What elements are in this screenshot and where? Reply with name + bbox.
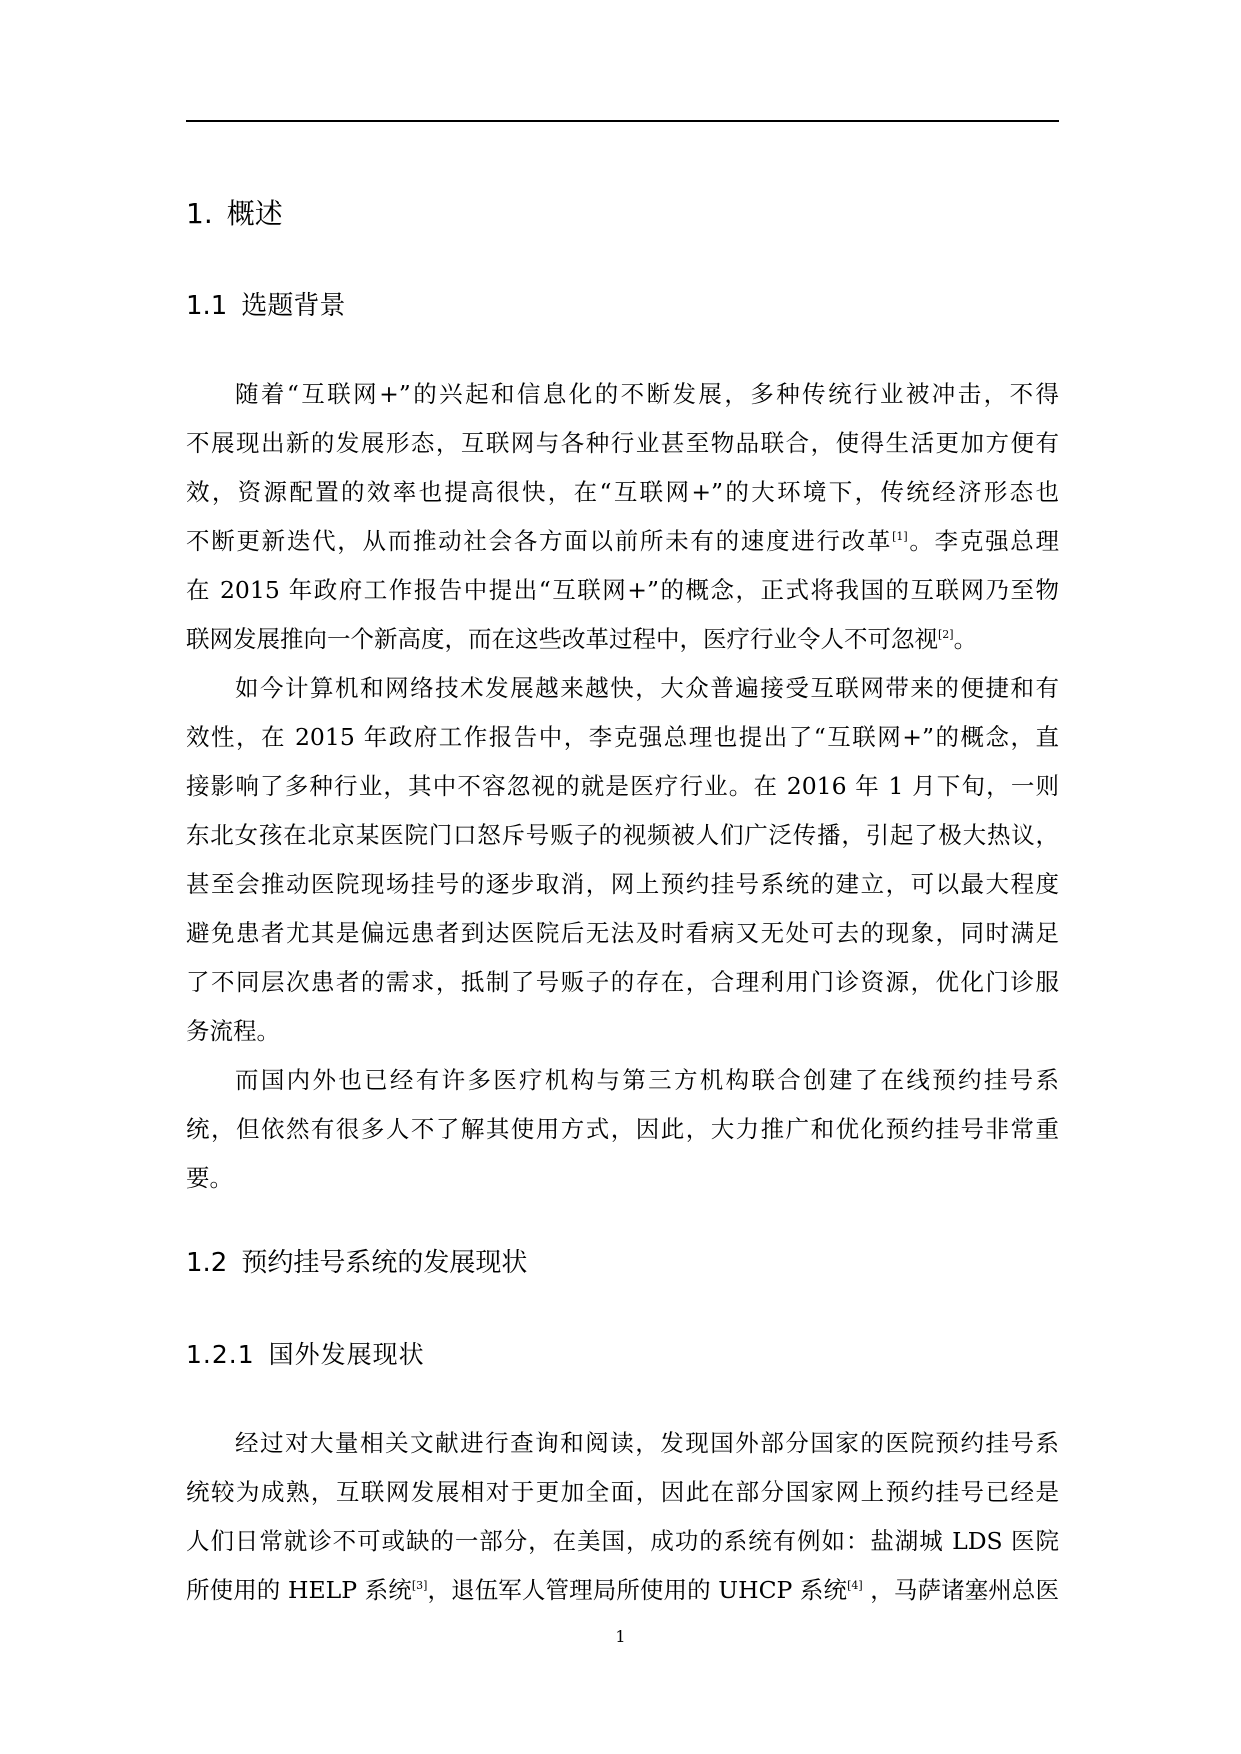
page-number: 1: [615, 1627, 626, 1646]
chapter-number: 1.: [186, 197, 213, 230]
paragraph-line: 而国内外也已经有许多医疗机构与第三方机构联合创建了在线预约挂号系: [235, 1066, 1059, 1094]
paragraph-background-2: [186, 664, 1059, 1056]
paragraph-line: 不展现出新的发展形态，互联网与各种行业甚至物品联合，使得生活更加方便有: [186, 429, 1059, 457]
citation-marker: [2]: [938, 628, 954, 641]
paragraph-line: 了不同层次患者的需求，抵制了号贩子的存在，合理利用门诊资源，优化门诊服: [186, 968, 1059, 996]
paragraph-line: [186, 1566, 1059, 1615]
line-text: ，马萨诸塞州总医: [862, 1576, 1059, 1604]
chapter-title: 概述: [226, 197, 283, 230]
paragraph-line: [186, 517, 1059, 566]
line-text: 。: [953, 625, 978, 653]
paragraph-line: 人们日常就诊不可或缺的一部分，在美国，成功的系统有例如：盐湖城 LDS 医院: [186, 1527, 1059, 1555]
paragraph-line: 如今计算机和网络技术发展越来越快，大众普遍接受互联网带来的便捷和有: [235, 674, 1059, 702]
section-title: 选题背景: [241, 291, 346, 321]
citation-marker: [4]: [847, 1579, 863, 1592]
line-text: ，退伍军人管理局所使用的 UHCP 系统: [427, 1576, 848, 1604]
line-text: 不断更新迭代，从而推动社会各方面以前所未有的速度进行改革: [186, 527, 893, 555]
subsection-title: 国外发展现状: [268, 1340, 425, 1369]
paragraph-line: 避免患者尤其是偏远患者到达医院后无法及时看病又无处可去的现象，同时满足: [186, 919, 1059, 947]
section-heading-1-2: [186, 1243, 527, 1283]
section-heading-1-1: [186, 286, 345, 326]
citation-marker: [3]: [411, 1579, 428, 1592]
citation-marker: [1]: [892, 530, 908, 543]
subsection-heading-1-2-1: [186, 1335, 425, 1375]
chapter-heading: [186, 192, 283, 236]
paragraph-line: [186, 615, 1059, 664]
paragraph-line: 效性，在 2015 年政府工作报告中，李克强总理也提出了“互联网+”的概念，直: [186, 723, 1059, 751]
paragraph-line: 东北女孩在北京某医院门口怒斥号贩子的视频被人们广泛传播，引起了极大热议，: [186, 821, 1059, 849]
header-rule: [186, 120, 1059, 122]
paragraph-line: 务流程。: [186, 1017, 280, 1045]
paragraph-line: 统较为成熟，互联网发展相对于更加全面，因此在部分国家网上预约挂号已经是: [186, 1478, 1059, 1506]
paragraph-line: 经过对大量相关文献进行查询和阅读，发现国外部分国家的医院预约挂号系: [235, 1429, 1059, 1457]
paragraph-line: 接影响了多种行业，其中不容忽视的就是医疗行业。在 2016 年 1 月下旬，一则: [186, 772, 1059, 800]
line-text: 。李克强总理: [907, 527, 1060, 555]
section-number: 1.1: [186, 291, 228, 321]
paragraph-line: 在 2015 年政府工作报告中提出“互联网+”的概念，正式将我国的互联网乃至物: [186, 576, 1059, 604]
section-number: 1.2: [186, 1248, 228, 1278]
line-text: 联网发展推向一个新高度，而在这些改革过程中，医疗行业令人不可忽视: [186, 625, 938, 653]
paragraph-line: 效，资源配置的效率也提高很快，在“互联网+”的大环境下，传统经济形态也: [186, 478, 1059, 506]
paragraph-line: 甚至会推动医院现场挂号的逐步取消，网上预约挂号系统的建立，可以最大程度: [186, 870, 1059, 898]
section-title: 预约挂号系统的发展现状: [241, 1248, 528, 1278]
paragraph-background-3: [186, 1056, 1059, 1203]
paragraph-foreign-status: [186, 1419, 1059, 1615]
paragraph-line: 统，但依然有很多人不了解其使用方式，因此，大力推广和优化预约挂号非常重: [186, 1115, 1059, 1143]
paragraph-background-1: [186, 370, 1059, 664]
subsection-number: 1.2.1: [186, 1340, 255, 1369]
line-text: 所使用的 HELP 系统: [186, 1576, 412, 1604]
paragraph-line: 随着“互联网+”的兴起和信息化的不断发展，多种传统行业被冲击，不得: [235, 380, 1059, 408]
paragraph-line: 要。: [186, 1164, 233, 1192]
